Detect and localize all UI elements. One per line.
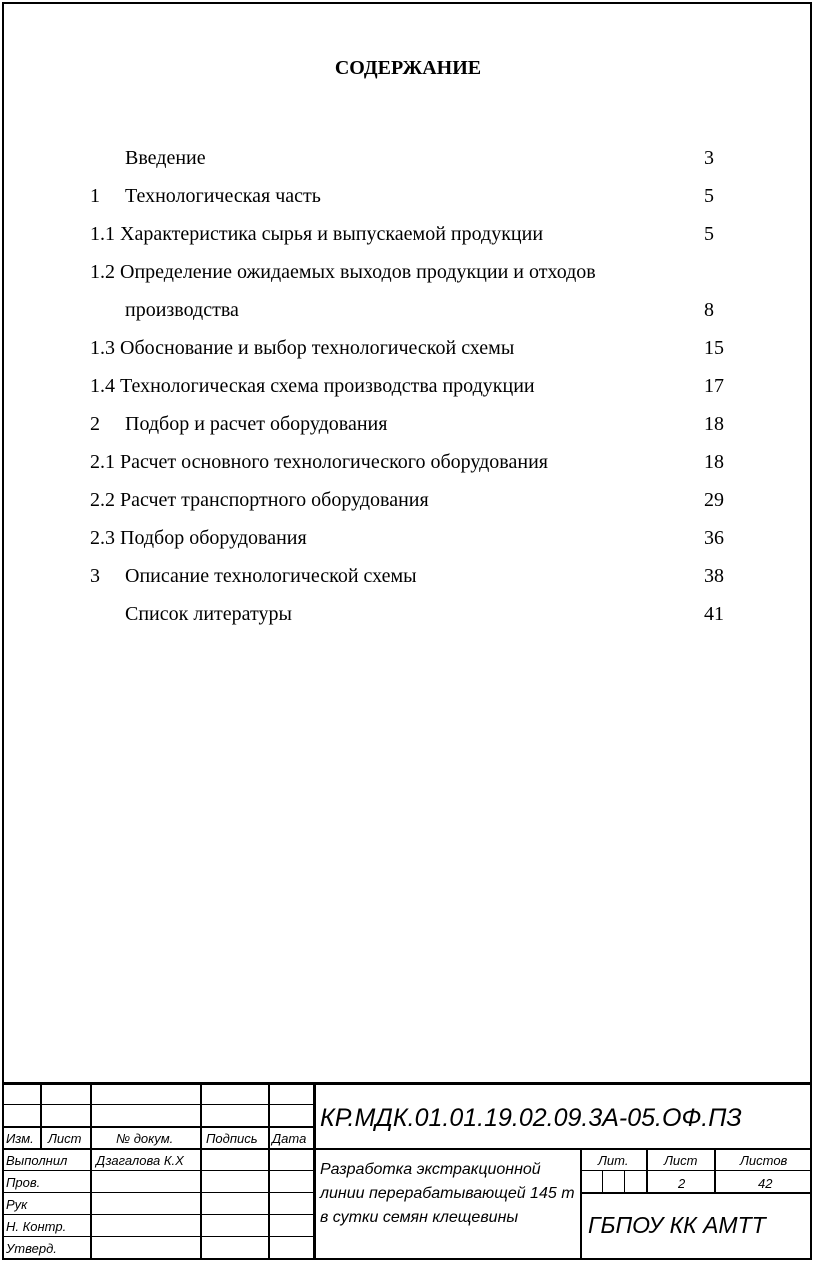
toc-page: 8 [704,299,714,321]
toc-title: Список литературы [125,603,292,625]
toc-number: 1 [90,185,100,207]
toc-item [0,336,816,374]
toc-page: 41 [704,603,724,625]
toc-item [0,222,816,260]
toc-title: 1.3 Обоснование и выбор технологической схемы [90,337,515,359]
title-block [2,1082,812,1260]
toc-title: Описание технологической схемы [125,565,417,587]
toc-item [0,450,816,488]
toc-item [0,374,816,412]
header-signature: Подпись [206,1131,258,1146]
row-label-approved: Утверд. [6,1241,57,1256]
row-label-checked: Пров. [6,1175,41,1190]
toc-title: 2.2 Расчет транспортного оборудования [90,489,429,511]
stamp-line [602,1170,603,1192]
sheet-label: Лист [664,1153,698,1168]
stamp-line [40,1082,42,1148]
toc-page: 18 [704,451,724,473]
toc-title: Подбор и расчет оборудования [125,413,388,435]
stamp-line [582,1170,812,1171]
toc-title: 2.1 Расчет основного технологического оборудования [90,451,548,473]
toc-item [0,184,816,222]
toc-title-line-2: производства [125,299,239,321]
toc-page: 5 [704,223,714,245]
toc-page: 15 [704,337,724,359]
toc-page: 3 [704,147,714,169]
stamp-line [313,1082,316,1258]
toc-page: 38 [704,565,724,587]
toc-title: 2.3 Подбор оборудования [90,527,307,549]
toc-title: 1.4 Технологическая схема производства продукции [90,375,535,397]
stamp-line [268,1082,270,1258]
performer-name: Дзагалова К.Х [96,1153,184,1168]
row-label-performed: Выполнил [6,1153,68,1168]
toc-number: 2 [90,413,100,435]
row-label-supervisor: Рук [6,1197,28,1212]
toc-item [0,602,816,640]
stamp-border [2,1082,812,1085]
toc-page: 36 [704,527,724,549]
organization-name: ГБПОУ КК АМТТ [588,1212,766,1238]
sheets-label: Листов [740,1153,788,1168]
header-date: Дата [272,1131,307,1146]
toc-item [0,412,816,450]
stamp-line [646,1148,648,1192]
row-label-norm-control: Н. Контр. [6,1219,67,1234]
toc-number: 3 [90,565,100,587]
stamp-line [582,1192,812,1194]
sheet-number: 2 [678,1176,686,1191]
toc-title-line-1: 1.2 Определение ожидаемых выходов продукции и отходов [90,261,596,283]
toc-item [0,488,816,526]
stamp-line [90,1082,92,1258]
toc-title: Введение [125,147,206,169]
stamp-line [624,1170,625,1192]
toc-page: 29 [704,489,724,511]
toc-page: 17 [704,375,724,397]
toc-page: 18 [704,413,724,435]
toc-title: Технологическая часть [125,185,321,207]
toc-item [0,146,816,184]
stamp-line [2,1148,812,1150]
stamp-line [200,1082,202,1258]
toc-page: 5 [704,185,714,207]
header-izm: Изм. [6,1131,34,1146]
toc-item [0,564,816,602]
stamp-line [714,1148,716,1192]
lit-label: Лит. [598,1153,629,1168]
document-subject: Разработка экстракционной линии перерабатывающей 145 т в сутки семян клещевины [320,1161,575,1226]
toc-item [0,526,816,564]
header-list: Лист [48,1131,82,1146]
toc-title: 1.1 Характеристика сырья и выпускаемой продукции [90,223,544,245]
header-doc-number: № докум. [116,1131,174,1146]
stamp-line [580,1148,582,1258]
page-title: СОДЕРЖАНИЕ [334,57,482,79]
document-code: КР.МДК.01.01.19.02.09.3А-05.ОФ.ПЗ [320,1104,742,1132]
toc-item [0,260,816,336]
sheets-total: 42 [758,1176,773,1191]
